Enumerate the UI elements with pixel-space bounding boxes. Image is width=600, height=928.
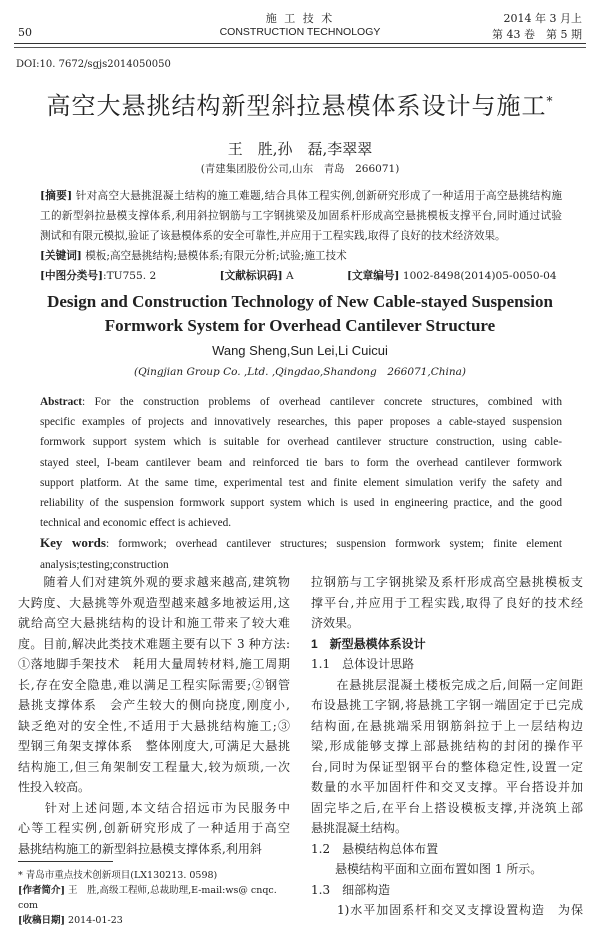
body-line: 悬挑支撑体系 会产生较大的侧向挠度,刚度小, [18, 698, 290, 712]
title-cn [0, 86, 600, 121]
author-bio: 王 胜,高级工程师,总裁助理,E-mail:ws@ cnqc. com [18, 885, 277, 911]
doc-code-label: [文献标识码] [219, 270, 283, 282]
issue-volume: 第 43 卷 第 5 期 [492, 28, 582, 41]
body-line: 悬挑混凝土结构。 [311, 821, 408, 835]
abstract-en-line: specific examples of projects and innovatively researches, this paper proposes a cable-stayed suspension [40, 416, 562, 429]
body-line: 就给高空大悬挑结构的设计和施工带来了较大难 [18, 616, 290, 630]
authors-cn: 王 胜,孙 磊,李翠翠 [227, 140, 373, 158]
keywords-cn: 模板;高空悬挑结构;悬模体系;有限元分析;试验;施工技术 [85, 250, 347, 262]
abstract-cn-line: 针对高空大悬挑混凝土结构的施工难题,结合具体工程实例,创新研究形成了一种适用于高空悬挑结构施 [75, 190, 562, 202]
footnote-rule [18, 861, 113, 862]
body-line: 在悬挑层混凝土楼板完成之后,间隔一定间距 [311, 677, 583, 692]
body-line: 布设悬挑工字钢,将悬挑工字钢一端固定于已完成 [311, 698, 583, 712]
body-line: 结构面,在悬挑端采用钢筋斜拉于上一层结构边 [311, 718, 583, 733]
abstract-en-line: technical and economic effect is achieved. [40, 517, 232, 530]
keywords-cn-label: [关键词] [40, 250, 82, 262]
page-number: 50 [18, 26, 32, 39]
article-no-value: 1002-8498(2014)05-0050-04 [402, 270, 557, 282]
subsection-heading: 1.1 总体设计思路 [311, 657, 415, 671]
subsection-heading: 1.3 细部构造 [311, 882, 391, 897]
body-line: 大跨度、大悬挑等外观造型越来越多地被运用,这 [18, 595, 290, 610]
article-no-label: [文章编号] [347, 270, 400, 282]
title-en-line: Formwork System for Overhead Cantilever Structure [104, 316, 496, 335]
abstract-en [40, 392, 562, 575]
body-line: 心等工程实例,创新研究形成了一种适用于高空 [18, 821, 290, 835]
received-date: 2014-01-23 [68, 915, 123, 926]
body-line: 度。目前,解决此类技术难题主要有以下 3 种方法: [18, 636, 290, 651]
section-heading: 1 新型悬模体系设计 [311, 636, 426, 651]
keywords-en-line: : formwork; overhead cantilever structures; suspension formwork system; finite element [105, 538, 562, 551]
abstract-en-line: reliability of the suspension formwork support system which is used in engineering practice, and the good [40, 497, 562, 510]
abstract-en-line: support platform. At the same time, experimental test and finite element simulation verify the safety and [40, 476, 562, 489]
body-line: 型钢三角架支撑体系 整体刚度大,可满足大悬挑 [18, 739, 290, 753]
abstract-en-line: stayed steel, I-beam cantilever beam and reinforced tie bars to form the overhead cantilever formwork [40, 456, 562, 469]
body-line: 梁,形成能够支撑上部悬挑结构的封闭的操作平 [311, 739, 583, 753]
abstract-cn-label: [摘要] [40, 190, 73, 202]
body-line: 随着人们对建筑外观的要求越来越高,建筑物 [18, 575, 290, 589]
body-line: 1)水平加固系杆和交叉支撑设置构造 为保 [311, 903, 583, 917]
abstract-en-label: Abstract [40, 396, 83, 408]
title-en-line: Design and Construction Technology of New Cable-stayed Suspension [47, 292, 553, 311]
header-rule [14, 43, 586, 44]
abstract-cn [40, 186, 562, 286]
title-cn-text: 高空大悬挑结构新型斜拉悬模体系设计与施工 [46, 92, 547, 120]
classification [40, 266, 562, 286]
body-line: 悬模结构平面和立面布置如图 1 所示。 [311, 862, 543, 876]
title-en [0, 290, 600, 338]
body-line: 济效果。 [311, 616, 360, 630]
body-line: 缺乏绝对的安全性,不适用于大悬挑结构施工;③ [18, 718, 290, 733]
keywords-en-line: analysis;testing;construction [40, 558, 169, 571]
body-line: 结构施工,但三角架制安工程量大,较为烦琐,一次 [18, 759, 290, 774]
funding-note: * 青岛市重点技术创新项目(LX130213. 0598) [18, 870, 218, 881]
doi: DOI:10. 7672/sgjs2014050050 [16, 59, 171, 70]
header-rule-thin [14, 47, 586, 48]
clc-label: [中图分类号] [40, 270, 103, 282]
body-line: 长,存在安全隐患,难以满足工程实际需要;②钢管 [18, 677, 290, 692]
author-bio-label: [作者简介] [18, 885, 65, 896]
body-line: ①落地脚手架技术 耗用大量周转材料,施工周期 [18, 657, 290, 671]
abstract-cn-line: 测试和有限元模拟,验证了该悬模体系的安全可靠性,并应用于工程实践,取得了良好的技术经济效果。 [40, 230, 506, 242]
received-date-label: [收稿日期] [18, 915, 65, 926]
abstract-cn-line: 工的新型斜拉悬模支撑体系,利用斜拉钢筋与工字钢挑梁及加固系杆形成高空悬挑模板支撑平台,同时通过试验 [40, 210, 562, 222]
body-line: 台,同时为保证型钢平台的整体稳定性,设置一定 [311, 759, 583, 774]
journal-name-en: CONSTRUCTION TECHNOLOGY [219, 26, 381, 38]
body-line: 悬挑结构施工的新型斜拉悬模支撑体系,利用斜 [18, 841, 262, 856]
doc-code-value: A [286, 270, 294, 282]
clc-value: :TU755. 2 [103, 270, 157, 282]
subsection-heading: 1.2 悬模结构总体布置 [311, 841, 439, 856]
body-left-column [18, 572, 290, 859]
abstract-en-line: : For the construction problems of overhead cantilever concrete structures, combined with [82, 396, 562, 408]
keywords-en-label: Key words [40, 535, 106, 551]
authors-en: Wang Sheng,Sun Lei,Li Cuicui [212, 343, 388, 358]
body-line: 固完毕之后,在平台上搭设模板支撑,并浇筑上部 [311, 800, 583, 815]
issue-date: 2014 年 3 月上 [503, 12, 582, 25]
body-right-column [311, 572, 583, 921]
abstract-en-line: formwork support system which is suitable for overhead cantilever structure construction, using cable- [40, 436, 562, 449]
body-line: 针对上述问题,本文结合招远市为民服务中 [18, 800, 290, 815]
title-footnote-mark: * [546, 94, 554, 108]
footnotes [18, 868, 290, 928]
journal-name-cn: 施 工 技 术 [265, 12, 335, 25]
affiliation-en: (Qingjian Group Co. ,Ltd. ,Qingdao,Shandong 266071,China) [134, 366, 466, 378]
body-line: 数量的水平加固杆件和交叉支撑。平台搭设并加 [311, 780, 583, 794]
body-line: 拉钢筋与工字钢挑梁及系杆形成高空悬挑模板支 [311, 575, 583, 589]
body-line: 撑平台,并应用于工程实践,取得了良好的技术经 [311, 595, 583, 610]
body-line: 性投入较高。 [18, 780, 91, 794]
affiliation-cn: (青建集团股份公司,山东 青岛 266071) [200, 163, 400, 175]
